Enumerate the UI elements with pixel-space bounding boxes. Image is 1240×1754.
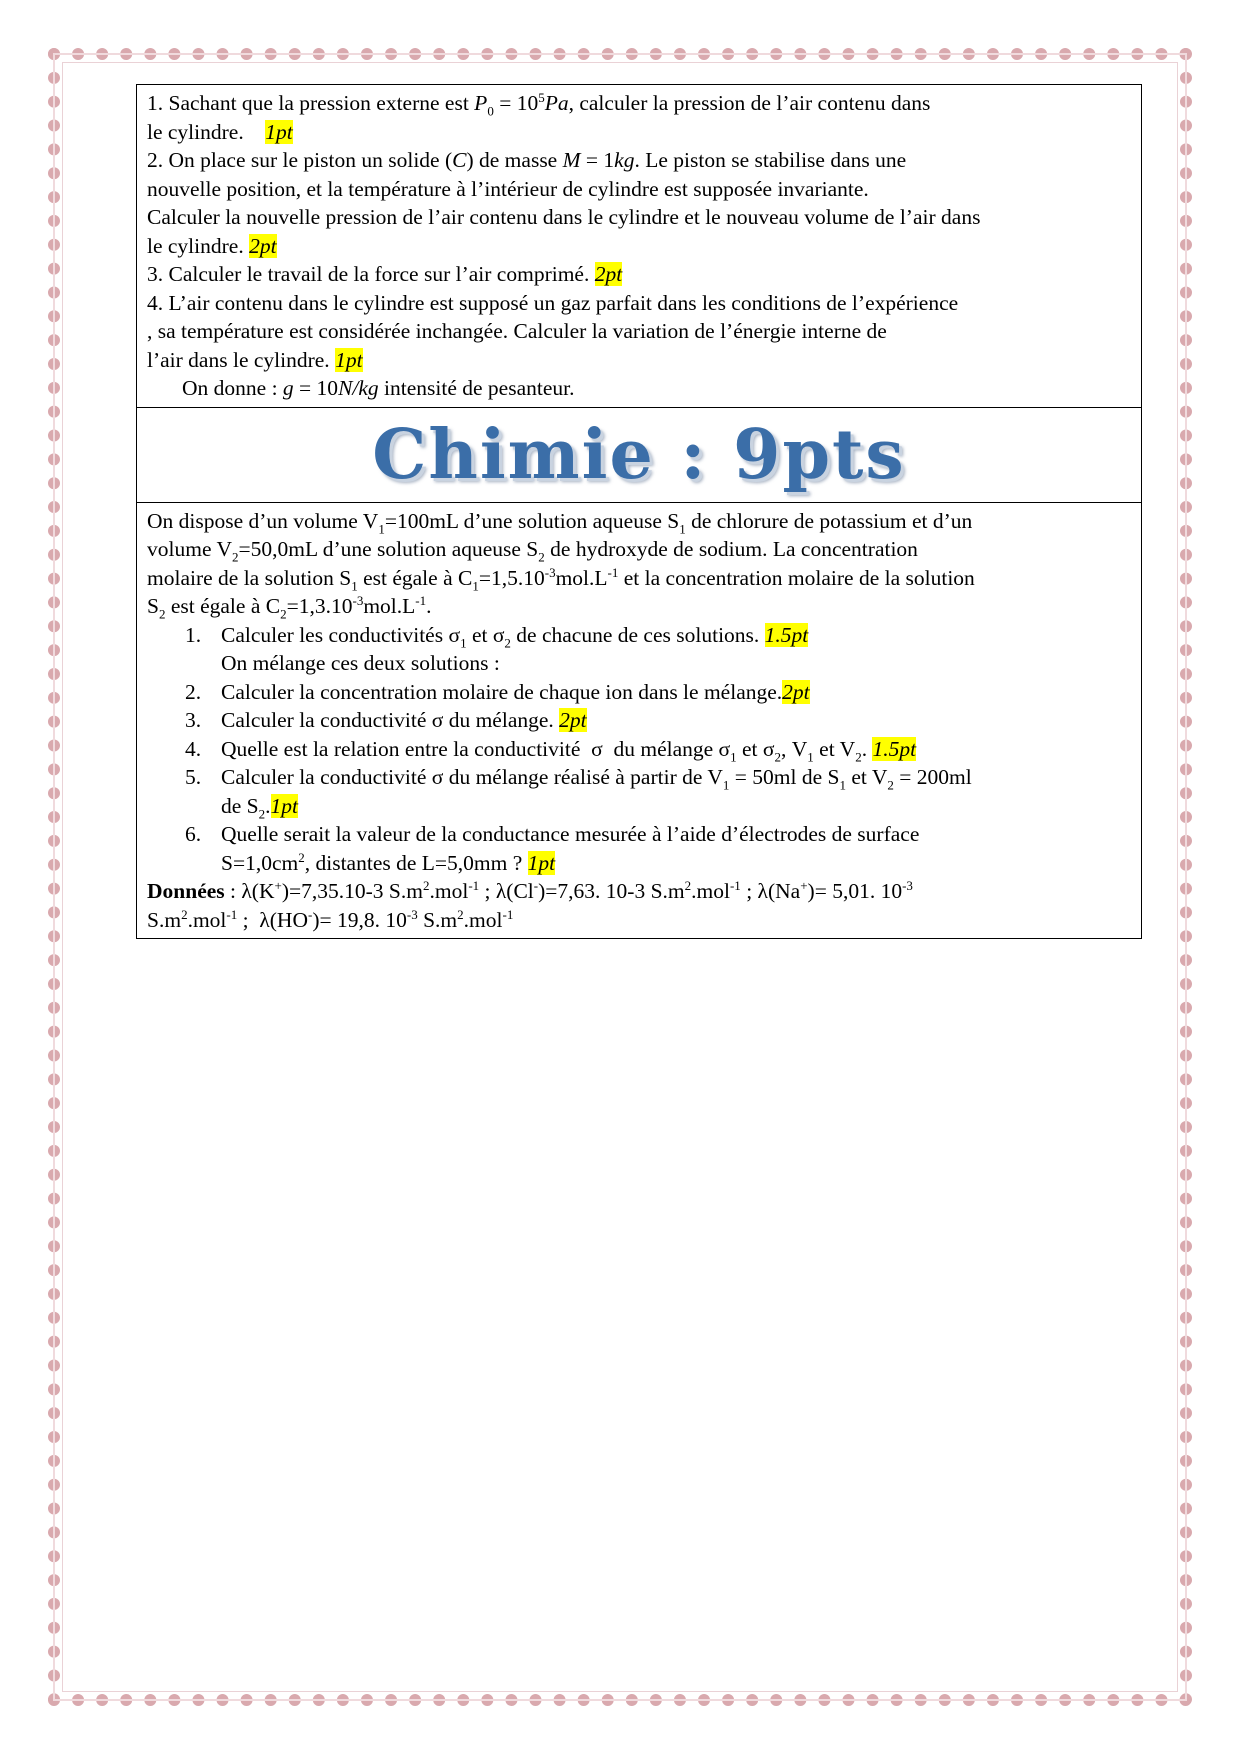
physics-q2-line1: 2. On place sur le piston un solide (C) de masse M = 1kg. Le piston se stabilise dans une xyxy=(147,148,907,172)
chimie-question-list xyxy=(147,621,1131,878)
list-item: 6. Quelle serait la valeur de la conductance mesurée à l’aide d’électrodes de surface $S=1,0cm^2$, distantes de L=5,0mm ? 1pt xyxy=(185,822,920,875)
list-item: 2. Calculer la concentration molaire de chaque ion dans le mélange.2pt xyxy=(185,679,810,704)
chimie-intro-line3: molaire de la solution $S_1$ est égale à $C_1=1,5.10^{-3}mol.L^{-1}$ et la concentration molaire de la solution xyxy=(147,564,975,593)
physics-q3: 3. Calculer le travail de la force sur l’air comprimé. 2pt xyxy=(147,262,623,286)
physics-cell xyxy=(137,85,1142,408)
physics-q2-line4: le cylindre. 2pt xyxy=(147,233,277,258)
points-badge: 1.5pt xyxy=(764,622,809,647)
chimie-intro-line2: volume $V_2=50,0mL$ d’une solution aqueuse $S_2$ de hydroxyde de sodium. La concentration xyxy=(147,537,918,565)
list-item: 1. Calculer les conductivités $\sigma_1$ et $\sigma_2$ de chacune de ces solutions. 1.5pt xyxy=(185,622,809,650)
list-item: 5. Calculer la conductivité σ du mélange réalisé à partir de $V_1 = 50ml$ de $S_1$ et $V_2 = 200ml$ de $S_2.1pt$ xyxy=(185,765,972,821)
points-badge: 1pt xyxy=(265,119,293,144)
list-item: 3. Calculer la conductivité σ du mélange. 2pt xyxy=(185,708,587,732)
points-badge: 1pt xyxy=(335,347,363,372)
section-title: Chimie : 9pts xyxy=(372,414,906,495)
chimie-row xyxy=(137,502,1142,939)
exam-table xyxy=(136,84,1142,939)
points-badge: 2pt xyxy=(782,679,810,704)
chimie-title-row xyxy=(137,407,1142,502)
chimie-intro-line4: $S_2$ est égale à $C_2=1,3.10^{-3}mol.L^{-1}$. xyxy=(147,592,432,622)
chimie-cell xyxy=(137,502,1142,939)
points-badge: 1pt xyxy=(527,850,556,875)
physics-q4-line3: l’air dans le cylindre. 1pt xyxy=(147,347,363,372)
physics-q1-line2: le cylindre. 1pt xyxy=(147,119,293,144)
points-badge: 2pt xyxy=(249,233,277,258)
chimie-data-line1: Données : λ(K+)=7,35.10-3 $S.m^2.mol^{-1}$ ; λ(Cl-)=7,63. 10-3 $S.m^2.mol^{-1}$ ; λ(Na+)= 5,01. $10^{-3}$ xyxy=(147,877,913,903)
physics-row xyxy=(137,85,1142,408)
physics-q2-line2: nouvelle position, et la température à l’intérieur de cylindre est supposée invariante. xyxy=(147,176,869,201)
chimie-intro-line1: On dispose d’un volume $V_1=100mL$ d’une solution aqueuse $S_1$ de chlorure de potassium et d’un xyxy=(147,508,973,536)
points-badge: 2pt xyxy=(559,708,587,732)
points-badge: 1.5pt xyxy=(872,736,917,761)
physics-q4-line1: 4. L’air contenu dans le cylindre est supposé un gaz parfait dans les conditions de l’expérience xyxy=(147,290,959,315)
physics-q1-line1: 1. Sachant que la pression externe est $P_0 = 10^5Pa$, calculer la pression de l’air contenu dans xyxy=(147,89,931,119)
list-item-note: On mélange ces deux solutions : xyxy=(221,651,500,675)
list-item: 4. Quelle est la relation entre la conductivité σ du mélange $\sigma_1$ et $\sigma_2$, $V_1$ et $V_2$. 1.5pt xyxy=(185,736,917,764)
points-badge: 2pt xyxy=(594,262,623,286)
physics-given: On donne : g = 10N/kg intensité de pesanteur. xyxy=(182,376,575,400)
chimie-data-line2: $S.m^2.mol^{-1}$ ; λ(HO-)= 19,8. $10^{-3}$ $S.m^2.mol^{-1}$ xyxy=(147,906,514,932)
chimie-title-cell xyxy=(137,407,1142,502)
physics-q4-line2: , sa température est considérée inchangée. Calculer la variation de l’énergie interne de xyxy=(147,319,887,343)
points-badge: 1pt xyxy=(270,793,298,818)
physics-q2-line3: Calculer la nouvelle pression de l’air contenu dans le cylindre et le nouveau volume de l’air dans xyxy=(147,205,981,229)
